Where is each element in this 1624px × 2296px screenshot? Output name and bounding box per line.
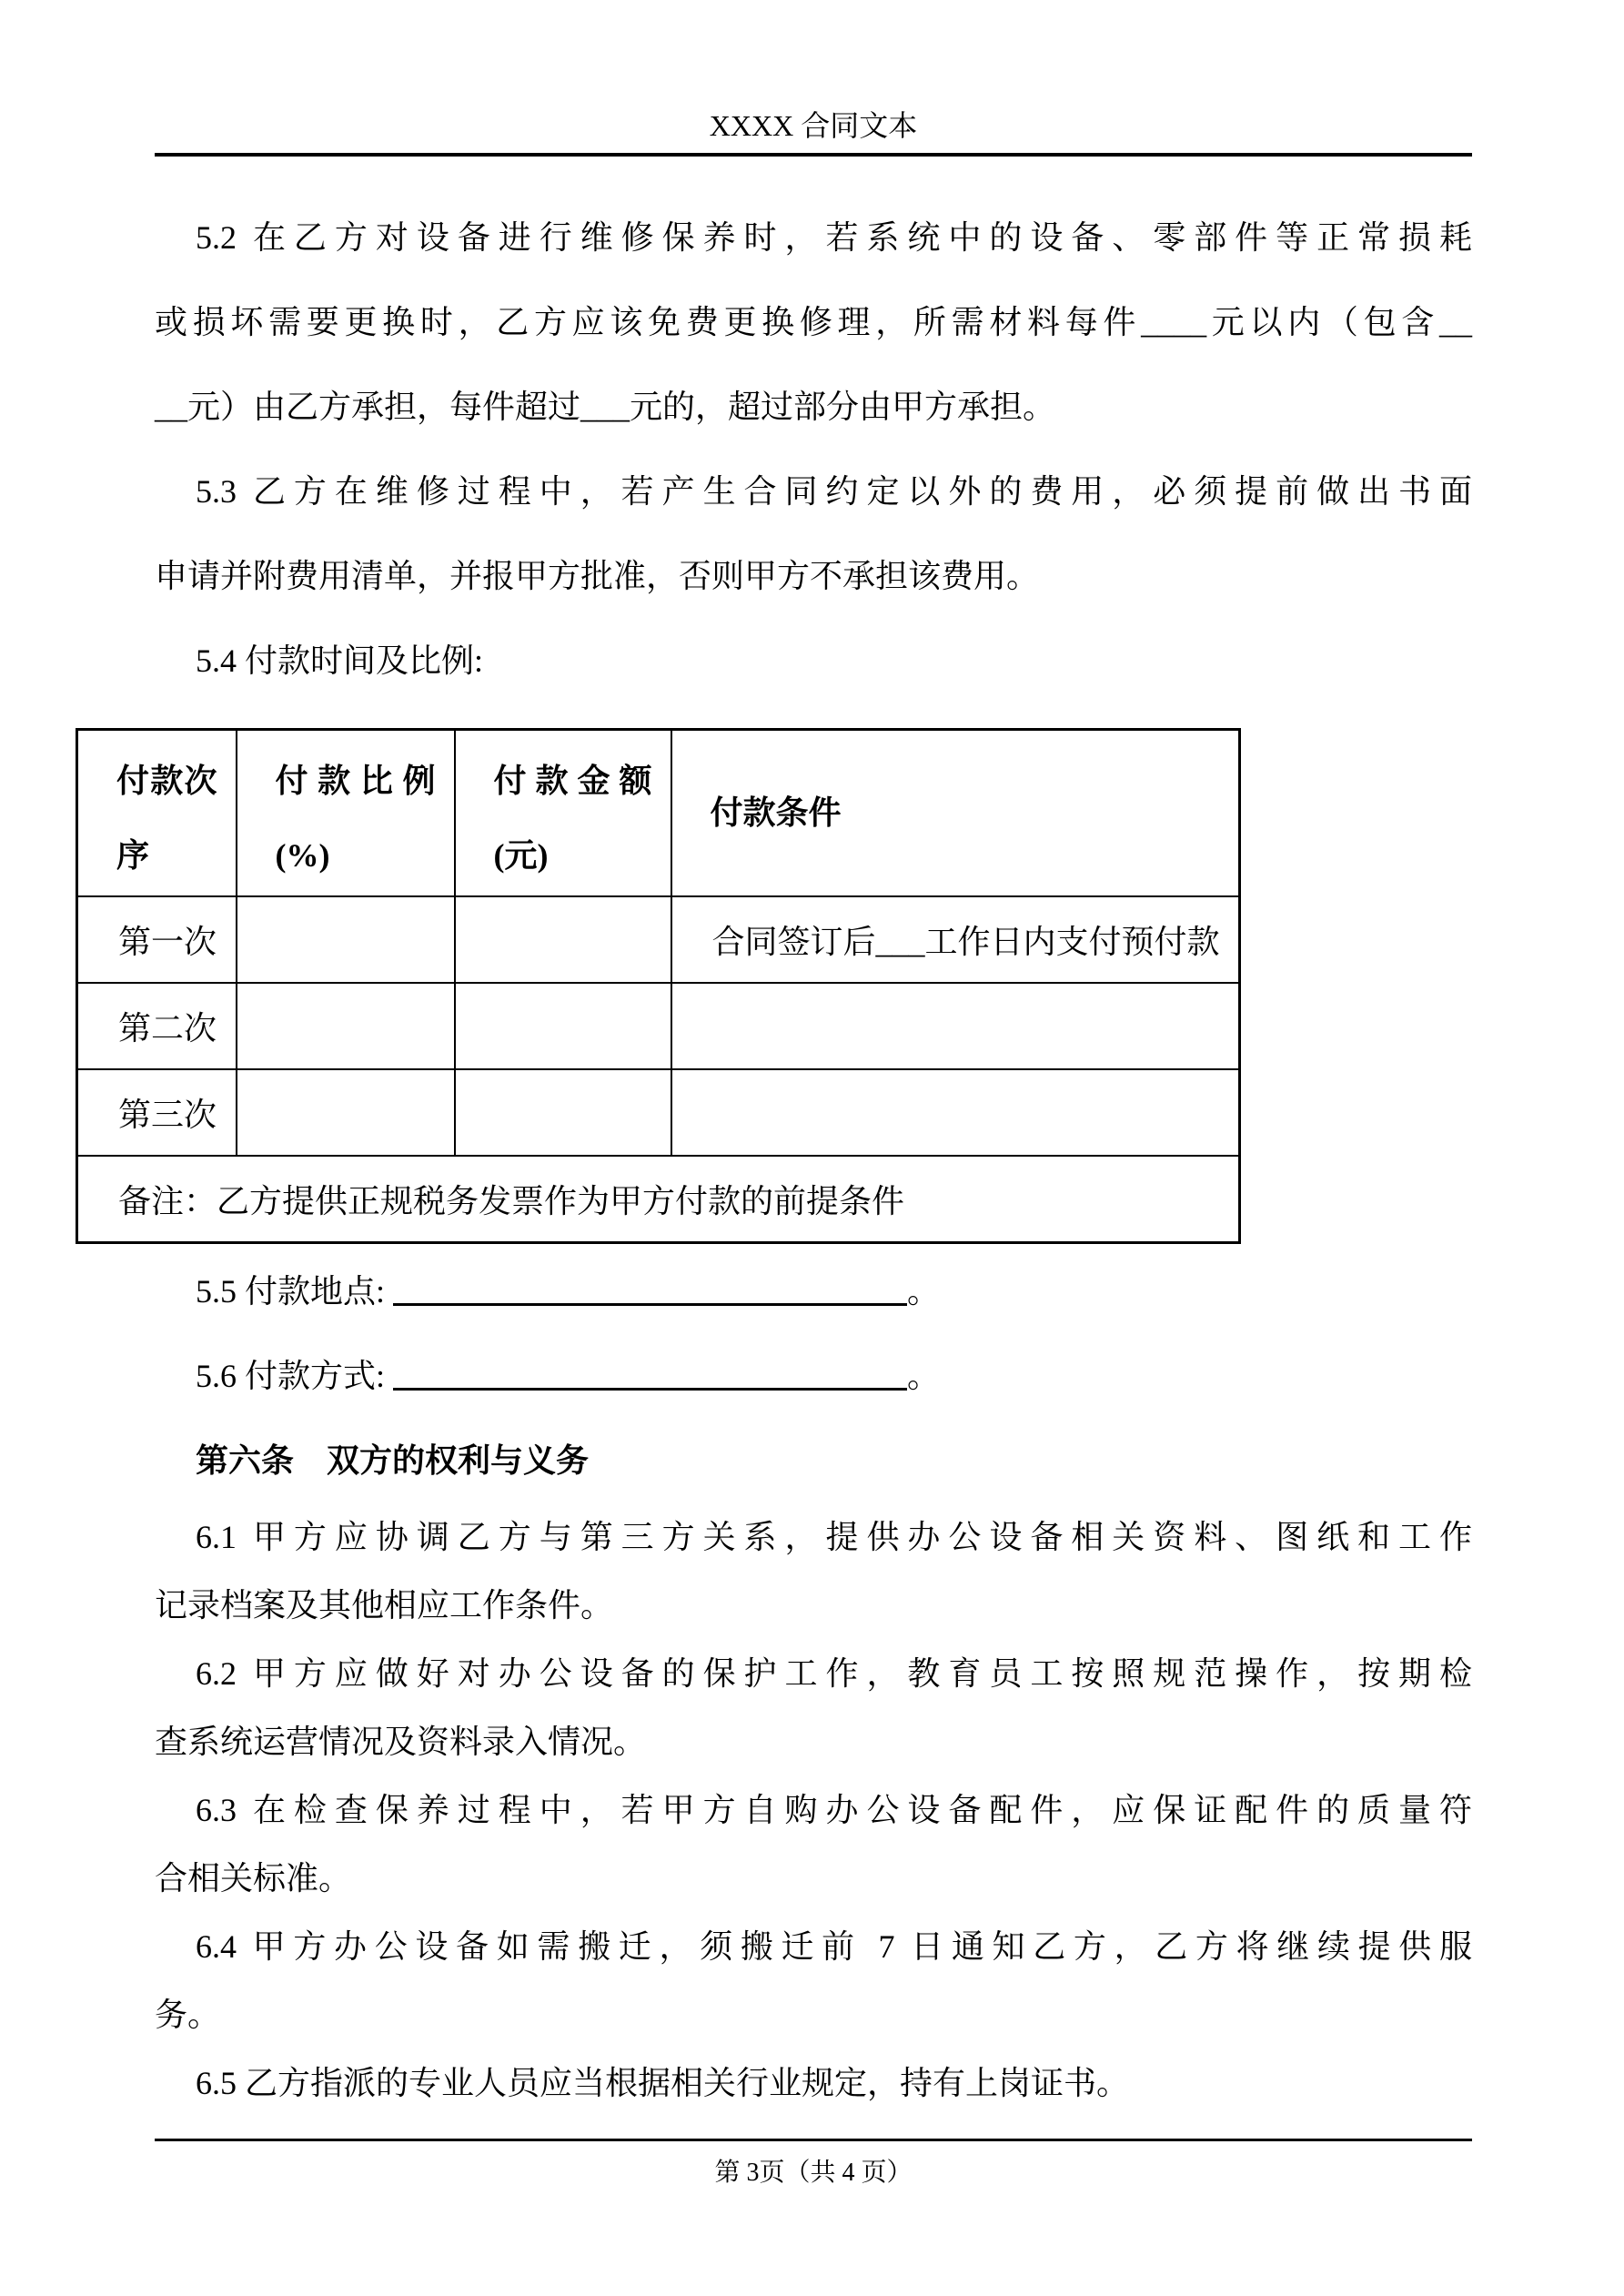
col-header-payment-condition: 付款条件 [671,730,1240,896]
paragraph-line: 6.3 在检查保养过程中，若甲方自购办公设备配件，应保证配件的质量符 [196,1792,1472,1828]
sentence-period: 。 [907,1358,941,1394]
paragraph-6-2 [155,1640,1472,1776]
paragraph-line: 6.4 甲方办公设备如需搬迁，须搬迁前 7 日通知乙方，乙方将继续提供服 [196,1928,1472,1965]
cell-ratio [237,1069,455,1156]
sentence-period: 。 [907,1273,941,1310]
paragraph-5-6 [155,1334,1472,1419]
payment-method-blank-underline [393,1351,907,1391]
cell-condition [671,1069,1240,1156]
paragraph-5-5 [155,1249,1472,1334]
header-divider-line [155,153,1472,157]
payment-method-label: 5.6 付款方式: [196,1358,394,1394]
paragraph-line: 务。 [155,1997,221,2033]
paragraph-line: 查系统运营情况及资料录入情况。 [155,1724,647,1760]
paragraph-line: 5.2 在乙方对设备进行维修保养时，若系统中的设备、零部件等正常损耗 [196,219,1472,256]
paragraph-line: 合相关标准。 [155,1860,352,1896]
paragraph-line: 5.3 乙方在维修过程中，若产生合同约定以外的费用，必须提前做出书面 [196,473,1472,510]
paragraph-line: 申请并附费用清单，并报甲方批准，否则甲方不承担该费用。 [155,558,1040,594]
table-row [77,1069,1240,1156]
cell-amount [455,1069,671,1156]
payment-place-label: 5.5 付款地点: [196,1273,394,1310]
cell-ratio [237,983,455,1069]
cell-condition: 合同签订后___工作日内支付预付款 [671,896,1240,983]
paragraph-6-3 [155,1776,1472,1913]
section-6-heading: 第六条 双方的权利与义务 [196,1442,590,1479]
cell-sequence: 第三次 [77,1069,237,1156]
cell-sequence: 第二次 [77,983,237,1069]
cell-ratio [237,896,455,983]
table-header-row [77,730,1240,896]
col-header-payment-ratio: 付款比例 (%) [237,730,455,896]
paragraph-6-4 [155,1913,1472,2049]
page-number-label: 第 3页（共 4 页） [714,2159,913,2187]
cell-remark: 备注：乙方提供正规税务发票作为甲方付款的前提条件 [77,1156,1240,1243]
cell-condition [671,983,1240,1069]
table-row [77,896,1240,983]
paragraph-5-4: 5.4 付款时间及比例: [196,642,484,679]
table-remark-row [77,1156,1240,1243]
cell-amount [455,896,671,983]
paragraph-line: __元）由乙方承担，每件超过___元的，超过部分由甲方承担。 [155,389,1056,425]
paragraph-5-2 [155,196,1472,450]
paragraph-line: 或损坏需要更换时，乙方应该免费更换修理，所需材料每件____元以内（包含__ [155,304,1472,340]
paragraph-line: 6.1 甲方应协调乙方与第三方关系，提供办公设备相关资料、图纸和工作 [196,1519,1472,1555]
payment-place-blank-underline [393,1267,907,1306]
paragraph-6-5: 6.5 乙方指派的专业人员应当根据相关行业规定，持有上岗证书。 [196,2065,1130,2101]
table-row [77,983,1240,1069]
col-header-payment-sequence: 付款次 序 [77,730,237,896]
payment-schedule-table [76,728,1241,1244]
cell-amount [455,983,671,1069]
cell-sequence: 第一次 [77,896,237,983]
paragraph-line: 记录档案及其他相应工作条件。 [155,1587,614,1623]
paragraph-5-3 [155,450,1472,619]
page-footer [155,2139,1472,2189]
paragraph-6-1 [155,1503,1472,1640]
paragraph-line: 6.2 甲方应做好对办公设备的保护工作，教育员工按照规范操作，按期检 [196,1655,1472,1692]
document-header-title: XXXX 合同文本 [709,109,918,142]
col-header-payment-amount: 付款金额 (元) [455,730,671,896]
